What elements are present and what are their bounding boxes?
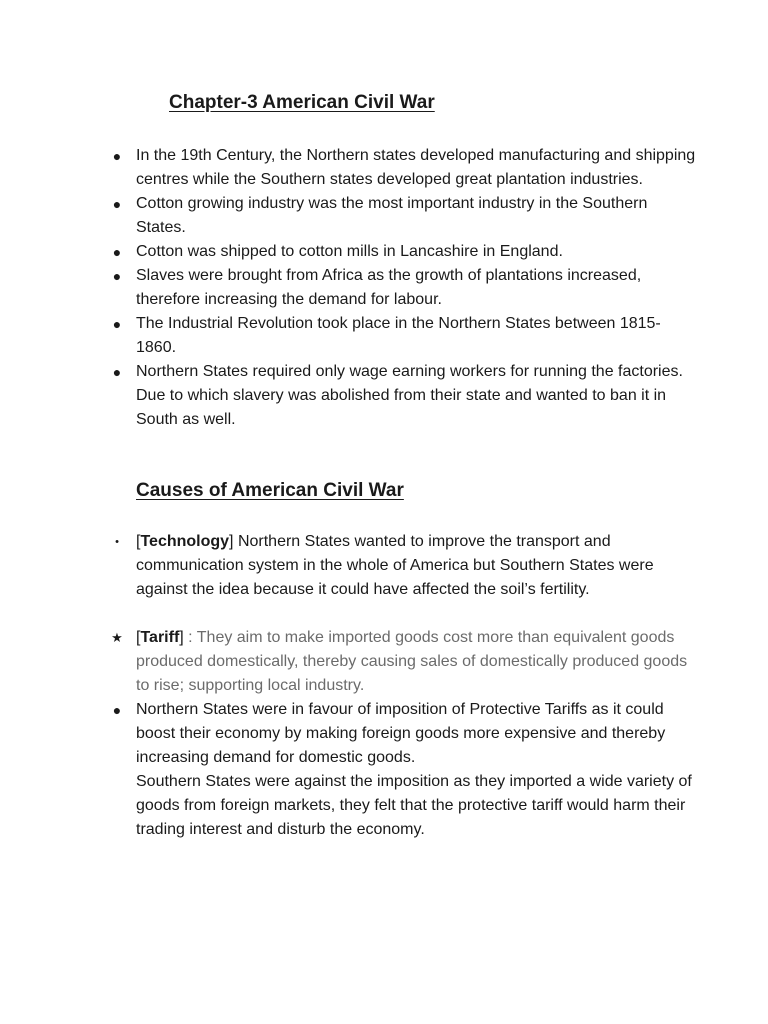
small-bullet-icon: •	[115, 536, 119, 548]
bullet-text: Cotton was shipped to cotton mills in Lancashire in England.	[136, 243, 563, 260]
technology-close-bracket: ]	[229, 533, 234, 550]
bullet-text: Northern States required only wage earning workers for running the factories. Due to which slavery was abolished from their state and wanted to ban it in South as well.	[136, 363, 683, 428]
bullet-icon: ●	[112, 244, 122, 260]
list-item	[0, 360, 696, 432]
intro-bullet-list	[0, 144, 696, 432]
bullet-text: Slaves were brought from Africa as the growth of plantations increased, therefore increasing the demand for labour.	[136, 267, 642, 308]
list-item	[0, 264, 696, 312]
list-item	[0, 144, 696, 192]
chapter-title: Chapter-3 American Civil War	[169, 92, 435, 113]
bullet-icon: ●	[112, 196, 122, 212]
technology-text: Northern States wanted to improve the transport and communication system in the whole of America but Southern States were against the idea because it could have affected the soil’s fertility.	[136, 533, 654, 598]
technology-keyword: Technology	[140, 533, 230, 550]
technology-open-bracket: [	[136, 533, 141, 550]
bullet-text: Cotton growing industry was the most important industry in the Southern States.	[136, 195, 648, 236]
tariff-south-text: Southern States were against the imposition as they imported a wide variety of goods from foreign markets, they felt that the protective tariff would harm their trading interest and disturb the economy.	[136, 773, 692, 838]
bullet-text: The Industrial Revolution took place in the Northern States between 1815-1860.	[136, 315, 661, 356]
section-title-causes: Causes of American Civil War	[136, 480, 404, 501]
technology-list	[0, 530, 696, 602]
star-icon: ★	[111, 630, 123, 645]
tariff-north-text: Northern States were in favour of imposition of Protective Tariffs as it could boost their economy by making foreign goods more expensive and thereby increasing demand for domestic goods.	[136, 701, 666, 766]
list-item-tariff-stance	[0, 698, 696, 842]
bullet-icon: ●	[112, 268, 122, 284]
tariff-close-bracket: ]	[179, 629, 184, 646]
bullet-icon: ●	[112, 316, 122, 332]
tariff-open-bracket: [	[136, 629, 141, 646]
list-item-tariff-definition	[0, 626, 696, 698]
list-item	[0, 312, 696, 360]
list-item	[0, 240, 696, 264]
bullet-text: In the 19th Century, the Northern states developed manufacturing and shipping centres while the Southern states developed great plantation industries.	[136, 147, 696, 188]
tariff-definition: : They aim to make imported goods cost more than equivalent goods produced domestically, thereby causing sales of domestically produced goods to rise; supporting local industry.	[136, 629, 688, 694]
bullet-icon: ●	[112, 148, 122, 164]
bullet-icon: ●	[112, 364, 122, 380]
tariff-list	[0, 626, 696, 842]
bullet-icon: ●	[112, 702, 122, 718]
list-item-technology	[0, 530, 696, 602]
list-item	[0, 192, 696, 240]
tariff-keyword: Tariff	[140, 629, 180, 646]
